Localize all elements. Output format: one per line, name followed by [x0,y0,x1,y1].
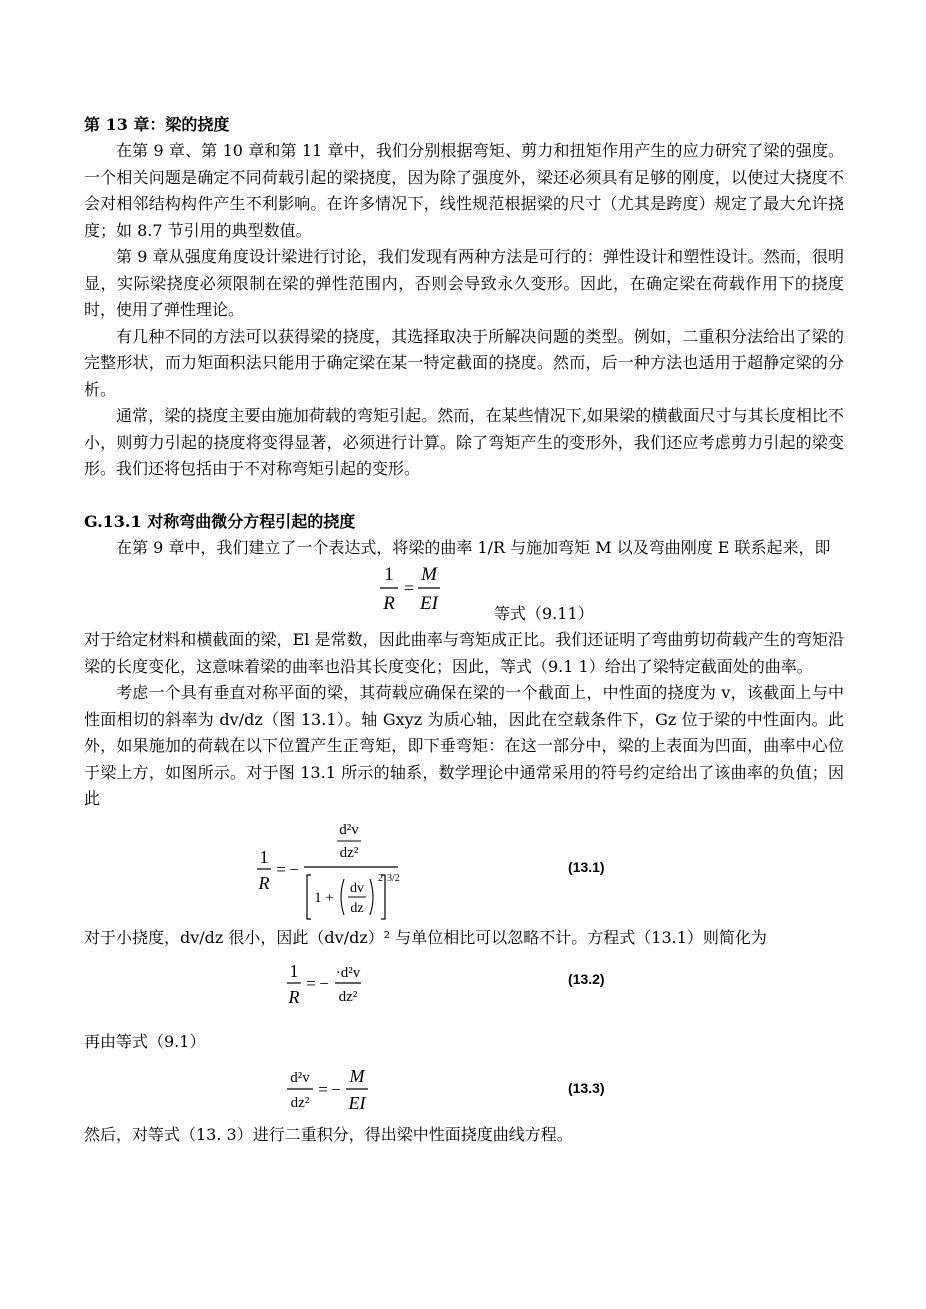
eq-911-equals: = [403,578,415,598]
section-spacer [84,483,844,509]
eq-131-equals: = [276,859,286,879]
eq-131-dz: dz [350,900,364,916]
eq-133-numerator-m: M [349,1065,365,1086]
eq-131-exponent-3-2: 3/2 [387,872,400,884]
spacer-before-again [84,1015,844,1029]
eq-132-minus: − [319,974,329,993]
intro-paragraph-2: 第 9 章从强度角度设计梁进行讨论，我们发现有两种方法是可行的：弹性设计和塑性设计。然而，很明显，实际梁挠度必须限制在梁的弹性范围内，否则会导致永久变形。因此，在确定梁在荷载作用下的挠度时，使用了弹性理论。 [84,247,844,319]
eq-132-denominator-r: R [288,987,300,1007]
eq-911-numerator-one: 1 [384,564,394,585]
eq-132-equals: = [306,974,316,993]
eq-131-numerator-one: 1 [259,846,269,867]
equation-13-3 [84,1056,844,1122]
eq-133-minus: − [331,1079,341,1099]
eq-131-d2v: d²v [339,821,359,838]
equation-9-11-formula [374,561,454,617]
eq-131-bracket-one: 1 + [314,889,334,906]
eq-911-numerator-m: M [421,564,437,585]
intro-paragraph-1: 在第 9 章、第 10 章和第 11 章中，我们分别根据弯矩、剪力和扭矩作用产生的应力研究了梁的强度。一个相关问题是确定不同荷载引起的梁挠度，因为除了强度外，梁还必须具有足够的刚度，以使过大挠度不会对相邻结构构件产生不利影响。在许多情况下，线性规范根据梁的尺寸（尤其是跨度）规定了最大允许挠度；如 8.7 节引用的典型数值。 [84,141,844,240]
equation-13-2 [84,951,844,1015]
eq-911-denominator-r: R [383,593,395,614]
eq-133-denominator-ei: EI [348,1092,366,1113]
equation-13-1-label: (13.1) [568,858,605,875]
document-page [84,112,844,1148]
equation-13-1 [84,813,844,925]
chapter-title: 第 13 章：梁的挠度 [84,115,230,134]
eq-133-d2v: d²v [290,1069,310,1086]
equation-13-2-formula [284,957,374,1013]
eq-131-left-paren [341,879,344,915]
eq-132-d2v: ·d²v [335,965,361,981]
equation-13-3-label: (13.3) [568,1079,605,1096]
eq-132-dz2: dz² [338,989,358,1005]
paragraph-small-deflection: 对于小挠度，dv/dz 很小，因此（dv/dz）² 与单位相比可以忽略不计。方程式（13.1）则简化为 [84,927,767,947]
eq-131-exponent-2: 2 [378,872,383,884]
intro-paragraph-4: 通常，梁的挠度主要由施加荷载的弯矩引起。然而，在某些情况下,如果梁的横截面尺寸与其长度相比不小，则剪力引起的挠度将变得显著，必须进行计算。除了弯矩产生的变形外，我们还应考虑剪力引起的梁变形。我们还将包括由于不对称弯矩引起的变形。 [84,406,844,478]
eq-131-left-bracket [307,875,311,919]
section-intro-paragraph: 在第 9 章中，我们建立了一个表达式，将梁的曲率 1/R 与施加弯矩 M 以及弯曲刚度 E 联系起来，即 [116,537,831,557]
paragraph-again: 再由等式（9.1） [84,1032,206,1051]
eq-131-right-paren [370,879,373,915]
paragraph-after-9-11: 对于给定材料和横截面的梁，El 是常数，因此曲率与弯矩成正比。我们还证明了弯曲剪切荷载产生的弯矩沿梁的长度变化，这意味着梁的曲率也沿其长度变化；因此，等式（9.1 1）给出了梁特定截面处的曲率。 [84,630,844,676]
paragraph-consider-beam: 考虑一个具有垂直对称平面的梁，其荷载应确保在梁的一个截面上，中性面的挠度为 v，该截面上与中性面相切的斜率为 dv/dz（图 13.1）。轴 Gxyz 为质心轴，因此在空载条件下，Gz 位于梁的中性面内。此外，如果施加的荷载在以下位置产生正弯矩，即下垂弯矩：在这一部分中，梁的上表面为凹面，曲率中心位于梁上方，如图所示。对于图 13.1 所示的轴系，数学理论中通常采用的符号约定给出了该曲率的负值；因此 [84,683,844,808]
intro-paragraph-3: 有几种不同的方法可以获得梁的挠度，其选择取决于所解决问题的类型。例如，二重积分法给出了梁的完整形状，而力矩面积法只能用于确定梁在某一特定截面的挠度。然而，后一种方法也适用于超静定梁的分析。 [84,326,844,399]
eq-131-minus: − [289,859,299,879]
section-title: G.13.1 对称弯曲微分方程引起的挠度 [84,511,356,531]
eq-131-denominator-r: R [258,872,270,893]
eq-133-dz2: dz² [290,1094,310,1111]
equation-13-1-formula [254,817,414,923]
equation-9-11 [84,561,844,627]
eq-132-numerator-one: 1 [289,961,299,981]
eq-131-dz2: dz² [339,844,359,861]
paragraph-final: 然后，对等式（13. 3）进行二重积分，得出梁中性面挠度曲线方程。 [84,1124,573,1144]
equation-9-11-label: 等式（9.11） [494,604,594,623]
equation-13-2-label: (13.2) [568,971,605,987]
equation-13-3-formula [284,1064,384,1120]
eq-133-equals: = [318,1079,328,1099]
eq-911-denominator-ei: EI [420,593,438,614]
eq-131-dv: dv [350,880,364,896]
